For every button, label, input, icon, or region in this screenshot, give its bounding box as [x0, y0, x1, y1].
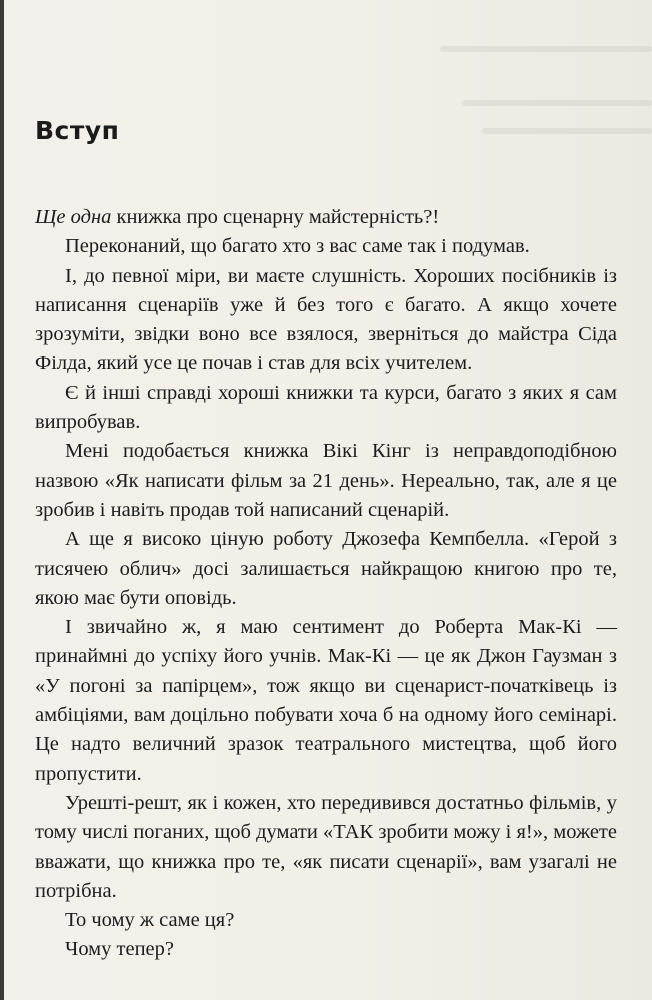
chapter-body	[35, 203, 617, 965]
paragraph-7: І звичайно ж, я маю сентимент до Роберта Мак-Кі — принаймні до успіху його учнів. Мак-Кі — це як Джон Гаузман з «У погоні за папірцем», тож якщо ви сценарист-початківець із амбіціями, вам доцільно побувати хоча б на одному його семінарі. Це надто величний зразок театрального мистецтва, щоб його пропустити.	[35, 616, 617, 785]
italic-lead: Ще одна	[35, 206, 112, 228]
paragraph-6: А ще я високо ціную роботу Джозефа Кемпбелла. «Герой з тисячею облич» досі залишається найкращою книгою про те, якою має бути оповідь.	[35, 528, 617, 609]
show-through-text	[482, 128, 652, 134]
show-through-text	[440, 46, 652, 52]
paragraph-3: І, до певної міри, ви маєте слушність. Хороших посібників із написання сценаріїв уже й без того є багато. А якщо хочете зрозуміти, звідки воно все взялося, зверніться до майстра Сіда Філда, який усе це почав і став для всіх учителем.	[35, 264, 617, 375]
paragraph-8: Урешті-решт, як і кожен, хто передивився достатньо фільмів, у тому числі поганих, щоб думати «ТАК зробити можу і я!», можете вважати, що книжка про те, «як писати сценарії», вам узагалі не потрібна.	[35, 791, 617, 902]
page-edge-shadow	[0, 0, 4, 1000]
paragraph-9: То чому ж саме ця?	[65, 909, 235, 932]
paragraph-10: Чому тепер?	[65, 938, 175, 961]
paragraph-2: Переконаний, що багато хто з вас саме так і подумав.	[65, 235, 530, 258]
paragraph-4: Є й інші справді хороші книжки та курси, багато з яких я сам випробував.	[35, 381, 617, 434]
show-through-text	[462, 100, 652, 106]
chapter-heading: Вступ	[35, 116, 120, 145]
paragraph-text: книжка про сценарну майстерність?!	[111, 206, 440, 228]
paragraph-1	[35, 203, 617, 232]
paragraph-5: Мені подобається книжка Вікі Кінг із неправдоподібною назвою «Як написати фільм за 21 день». Нереально, так, але я це зробив і навіть продав той написаний сценарій.	[35, 440, 617, 521]
